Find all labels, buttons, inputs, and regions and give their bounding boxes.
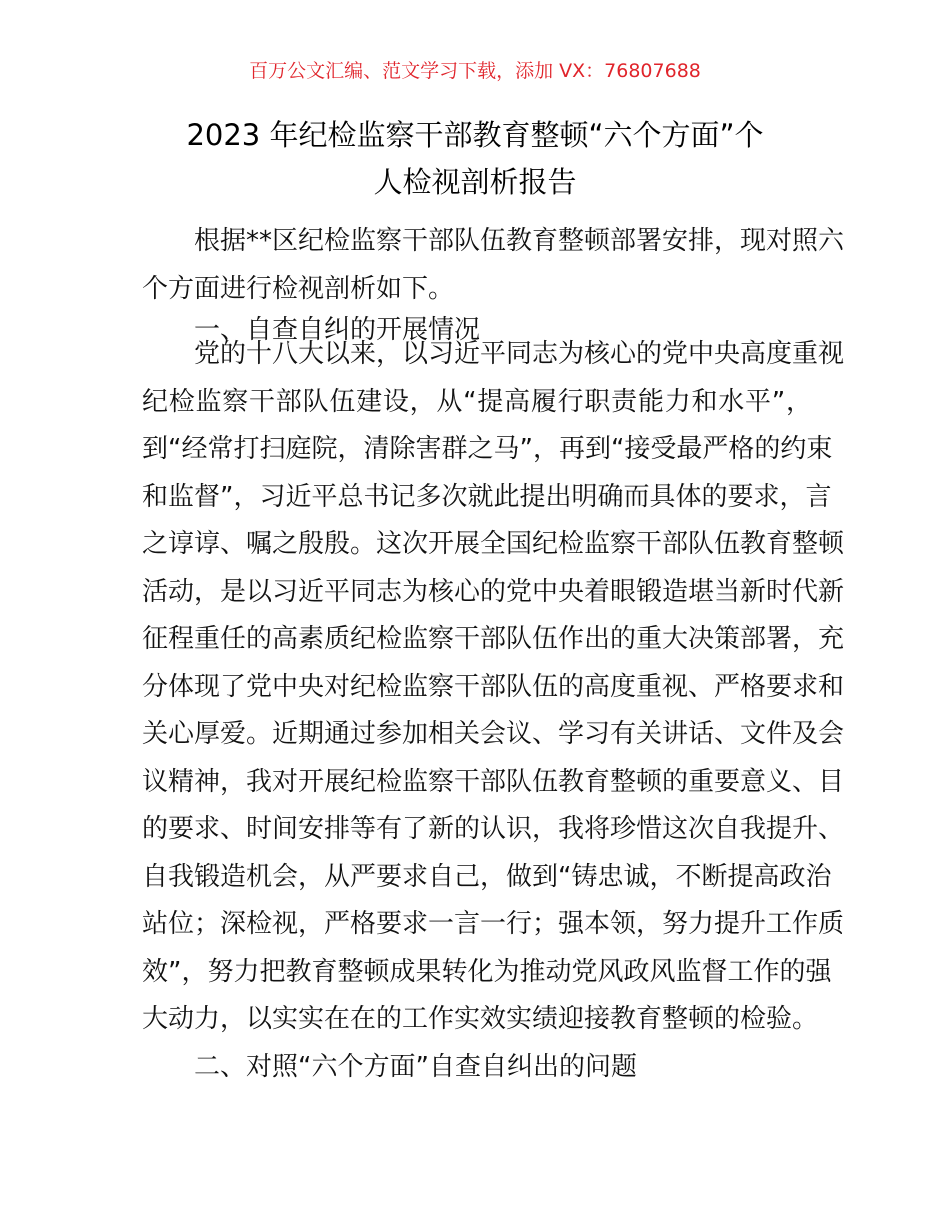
text-line: 关心厚爱。近期通过参加相关会议、学习有关讲话、文件及会 (142, 719, 845, 749)
text-line: 效”，努力把教育整顿成果转化为推动党风政风监督工作的强 (142, 956, 832, 987)
text-line: 的要求、时间安排等有了新的认识，我将珍惜这次自我提升、 (142, 814, 845, 844)
section-heading-2 (142, 1044, 812, 1092)
text-line: 到“经常打扫庭院，清除害群之马”，再到“接受最严格的约束 (142, 434, 833, 464)
document-title (130, 112, 820, 206)
intro-paragraph (142, 218, 845, 313)
text-line: 和监督”，习近平总书记多次就此提出明确而具体的要求，言 (142, 481, 832, 512)
text-line: 根据**区纪检监察干部队伍教育整顿部署安排，现对照六 (194, 226, 845, 256)
title-line: 2023 年纪检监察干部教育整顿“六个方面”个 (186, 118, 764, 152)
watermark-header: 百万公文汇编、范文学习下载，添加 VX：76807688 (249, 60, 701, 82)
text-line: 纪检监察干部队伍建设，从“提高履行职责能力和水平”， (142, 386, 812, 417)
text-line: 之谆谆、嘱之殷殷。这次开展全国纪检监察干部队伍教育整顿 (142, 529, 845, 559)
text-line: 个方面进行检视剖析如下。 (142, 273, 455, 304)
text-line: 自我锻造机会，从严要求自己，做到“铸忠诚，不断提高政治 (142, 861, 832, 892)
heading-text: 二、对照“六个方面”自查自纠出的问题 (194, 1052, 637, 1082)
text-line: 议精神，我对开展纪检监察干部队伍教育整顿的重要意义、目 (142, 766, 845, 797)
paragraph-1 (142, 331, 845, 1044)
text-line: 活动，是以习近平同志为核心的党中央着眼锻造堪当新时代新 (142, 576, 845, 607)
title-line: 人检视剖析报告 (373, 165, 577, 199)
text-line: 征程重任的高素质纪检监察干部队伍作出的重大决策部署，充 (142, 624, 845, 654)
text-line: 党的十八大以来，以习近平同志为核心的党中央高度重视 (194, 339, 845, 369)
text-line: 站位；深检视，严格要求一言一行；强本领，努力提升工作质 (142, 909, 845, 939)
text-line: 大动力，以实实在在的工作实效实绩迎接教育整顿的检验。 (142, 1004, 819, 1034)
text-line: 分体现了党中央对纪检监察干部队伍的高度重视、严格要求和 (142, 671, 845, 702)
heading-text: 一、自查自纠的开展情况 (194, 315, 481, 345)
